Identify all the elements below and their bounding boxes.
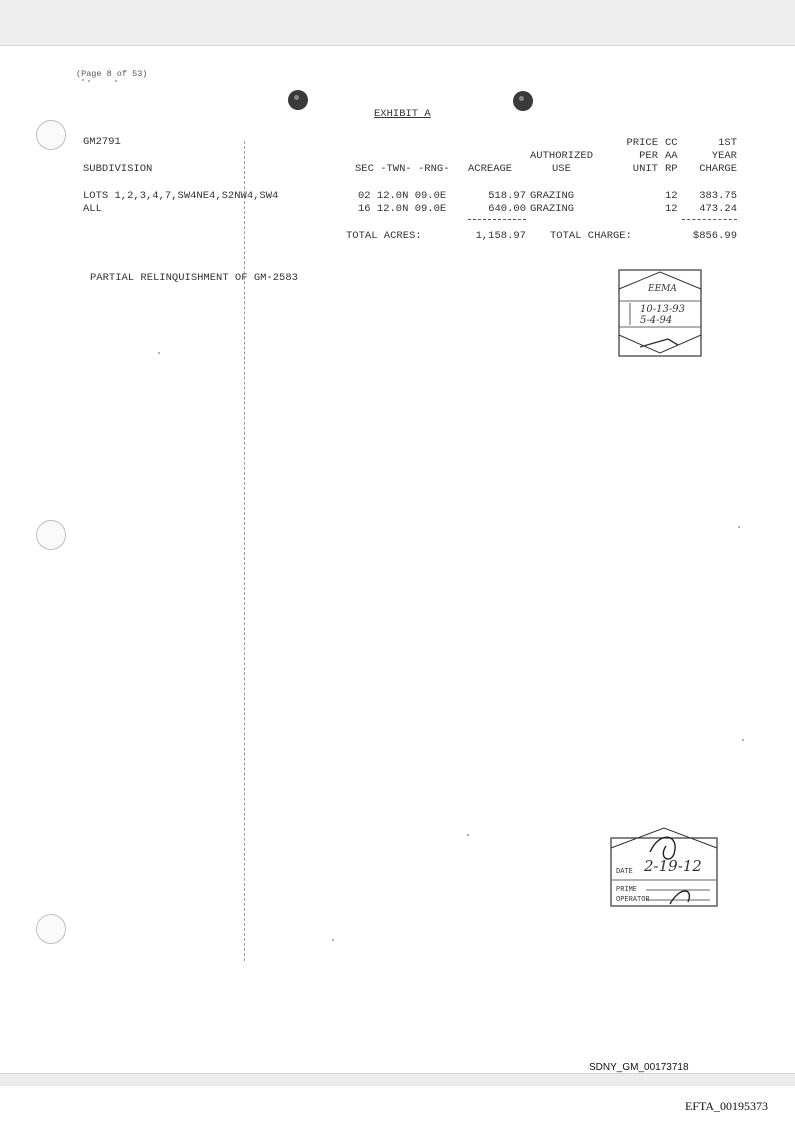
row-sec-twn-rng: 16 12.0N 09.0E — [358, 203, 447, 215]
total-charge-value: $856.99 — [692, 230, 737, 242]
scan-bottom-band — [0, 1073, 795, 1086]
ink-blot-right — [513, 91, 533, 111]
header-year: YEAR — [711, 150, 737, 162]
header-subdivision: SUBDIVISION — [83, 163, 153, 175]
punch-hole-middle — [36, 520, 66, 550]
row-charge: 383.75 — [699, 190, 737, 202]
header-acreage: ACREAGE — [468, 163, 513, 175]
stamp-date-2: 5-4-94 — [640, 315, 673, 326]
row-cc: 12 — [665, 203, 678, 215]
row-use: GRAZING — [530, 203, 575, 215]
header-price: PRICE — [626, 137, 658, 149]
header-sec-twn-rng: SEC -TWN- -RNG- — [355, 163, 450, 175]
total-acres-label: TOTAL ACRES: — [346, 230, 422, 242]
row-subdivision: ALL — [83, 203, 102, 215]
scan-speck — [738, 526, 740, 528]
review-stamp — [618, 269, 702, 357]
total-charge-label: TOTAL CHARGE: — [550, 230, 632, 242]
scan-speck — [158, 352, 160, 354]
scan-speck — [88, 80, 90, 82]
punch-hole-bottom — [36, 914, 66, 944]
total-acres-value: 1,158.97 — [475, 230, 526, 242]
scan-speck — [742, 739, 744, 741]
row-acreage: 640.00 — [488, 203, 526, 215]
bates-number: SDNY_GM_00173718 — [589, 1062, 689, 1073]
exhibit-title: EXHIBIT A — [374, 108, 431, 120]
row-sec-twn-rng: 02 12.0N 09.0E — [358, 190, 447, 202]
header-authorized: AUTHORIZED — [530, 150, 594, 162]
header-per: PER — [639, 150, 658, 162]
punch-hole-top — [36, 120, 66, 150]
header-rp: RP — [665, 163, 678, 175]
scan-speck — [332, 939, 334, 941]
scan-speck — [82, 79, 84, 81]
row-cc: 12 — [665, 190, 678, 202]
charge-underline — [682, 219, 737, 220]
case-number: GM2791 — [83, 136, 121, 148]
stamp-prime-label: PRIME — [616, 886, 638, 894]
stamp-initials: EEMA — [648, 284, 677, 294]
header-unit: UNIT — [632, 163, 658, 175]
acreage-underline — [468, 219, 526, 220]
header-charge: CHARGE — [699, 163, 737, 175]
stamp-date-label: DATE — [616, 868, 633, 876]
row-subdivision: LOTS 1,2,3,4,7,SW4NE4,S2NW4,SW4 — [83, 190, 279, 202]
scan-speck — [467, 834, 469, 836]
stamp-date-1: 10-13-93 — [640, 304, 685, 315]
relinquishment-note: PARTIAL RELINQUISHMENT OF GM-2583 — [90, 272, 298, 284]
document-page — [22, 46, 774, 1072]
ink-blot-left — [288, 90, 308, 110]
stamp-operator-label: OPERATOR — [616, 896, 650, 904]
page-header: (Page 8 of 53) — [76, 69, 148, 79]
data-entry-stamp — [610, 824, 720, 908]
row-acreage: 518.97 — [488, 190, 526, 202]
row-charge: 473.24 — [699, 203, 737, 215]
efta-id: EFTA_00195373 — [685, 1099, 769, 1113]
header-cc: CC — [665, 137, 678, 149]
scan-top-band — [0, 0, 795, 46]
row-use: GRAZING — [530, 190, 575, 202]
header-aa: AA — [665, 150, 678, 162]
header-use: USE — [552, 163, 571, 175]
scan-speck — [115, 80, 117, 82]
stamp-date-value: 2-19-12 — [644, 857, 702, 875]
header-1st: 1ST — [718, 137, 737, 149]
fold-line — [244, 141, 245, 961]
